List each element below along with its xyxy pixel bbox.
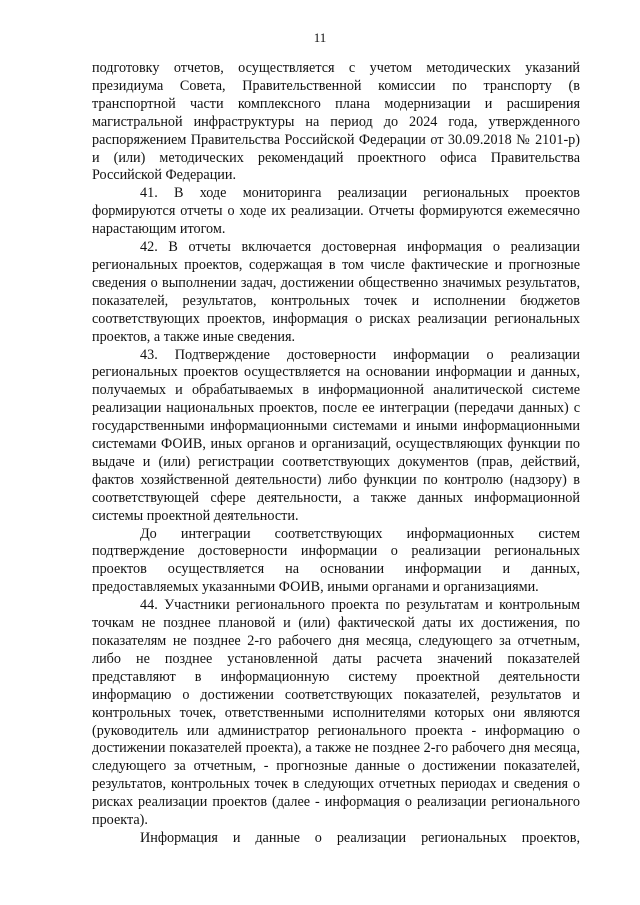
- paragraph-42: 42. В отчеты включается достоверная информация о реализации региональных проектов, содержащая в том числе фактические и прогнозные сведения о выполнении задач, достижении общественно значимых результатов, показателей, результатов, контрольных точек и исполнении бюджетов соответствующих проектов, информация о рисках реализации региональных проектов, а также иные сведения.: [92, 239, 580, 345]
- paragraph-43: 43. Подтверждение достоверности информации о реализации региональных проектов осуществляется на основании информации и данных, получаемых и обрабатываемых в информационной аналитической системе реализации национальных проектов, после ее интеграции (передачи данных) с государственными информационными системами и иными информационными системами ФОИВ, иных органов и организаций, осуществляющих функции по выдаче и (или) регистрации соответствующих документов (прав, действий, фактов хозяйственной деятельности) либо функции по контролю (надзору) в соответствующей сфере деятельности, а также данных информационной системы проектной деятельности.: [92, 346, 580, 524]
- page-number: 11: [313, 30, 327, 45]
- document-body: [92, 60, 580, 848]
- paragraph-info-data: Информация и данные о реализации региональных проектов,: [140, 829, 580, 846]
- paragraph-continuation: подготовку отчетов, осуществляется с учетом методических указаний президиума Совета, Правительственной комиссии по транспорту (в транспортной части комплексного плана модернизации и расширения магистральной инфраструктуры на период до 2024 года, утвержденного распоряжением Правительства Российской Федерации от 30.09.2018 № 2101-р) и (или) методических рекомендаций проектного офиса Правительства Российской Федерации.: [92, 60, 580, 184]
- paragraph-44: 44. Участники регионального проекта по результатам и контрольным точкам не позднее плановой и (или) фактической даты их достижения, по показателям не позднее 2-го рабочего дня месяца, следующего за отчетным, либо не позднее установленной даты расчета значений показателей представляют в информационную систему проектной деятельности информацию о достижении соответствующих показателей, результатов и контрольных точек, ответственными исполнителями которых они являются (руководитель или администратор регионального проекта - информацию о достижении показателей проекта), а также не позднее 2-го рабочего дня месяца, следующего за отчетным, - прогнозные данные о достижении показателей, результатов, контрольных точек в следующих отчетных периодах и сведения о рисках реализации проектов (далее - информация о реализации регионального проекта).: [92, 597, 580, 829]
- paragraph-43-integration: До интеграции соответствующих информационных систем подтверждение достоверности информации о реализации региональных проектов осуществляется на основании информации и данных, предоставляемых указанными ФОИВ, иными органами и организациями.: [92, 525, 580, 596]
- paragraph-41: 41. В ходе мониторинга реализации региональных проектов формируются отчеты о ходе их реализации. Отчеты формируются ежемесячно нарастающим итогом.: [92, 185, 580, 238]
